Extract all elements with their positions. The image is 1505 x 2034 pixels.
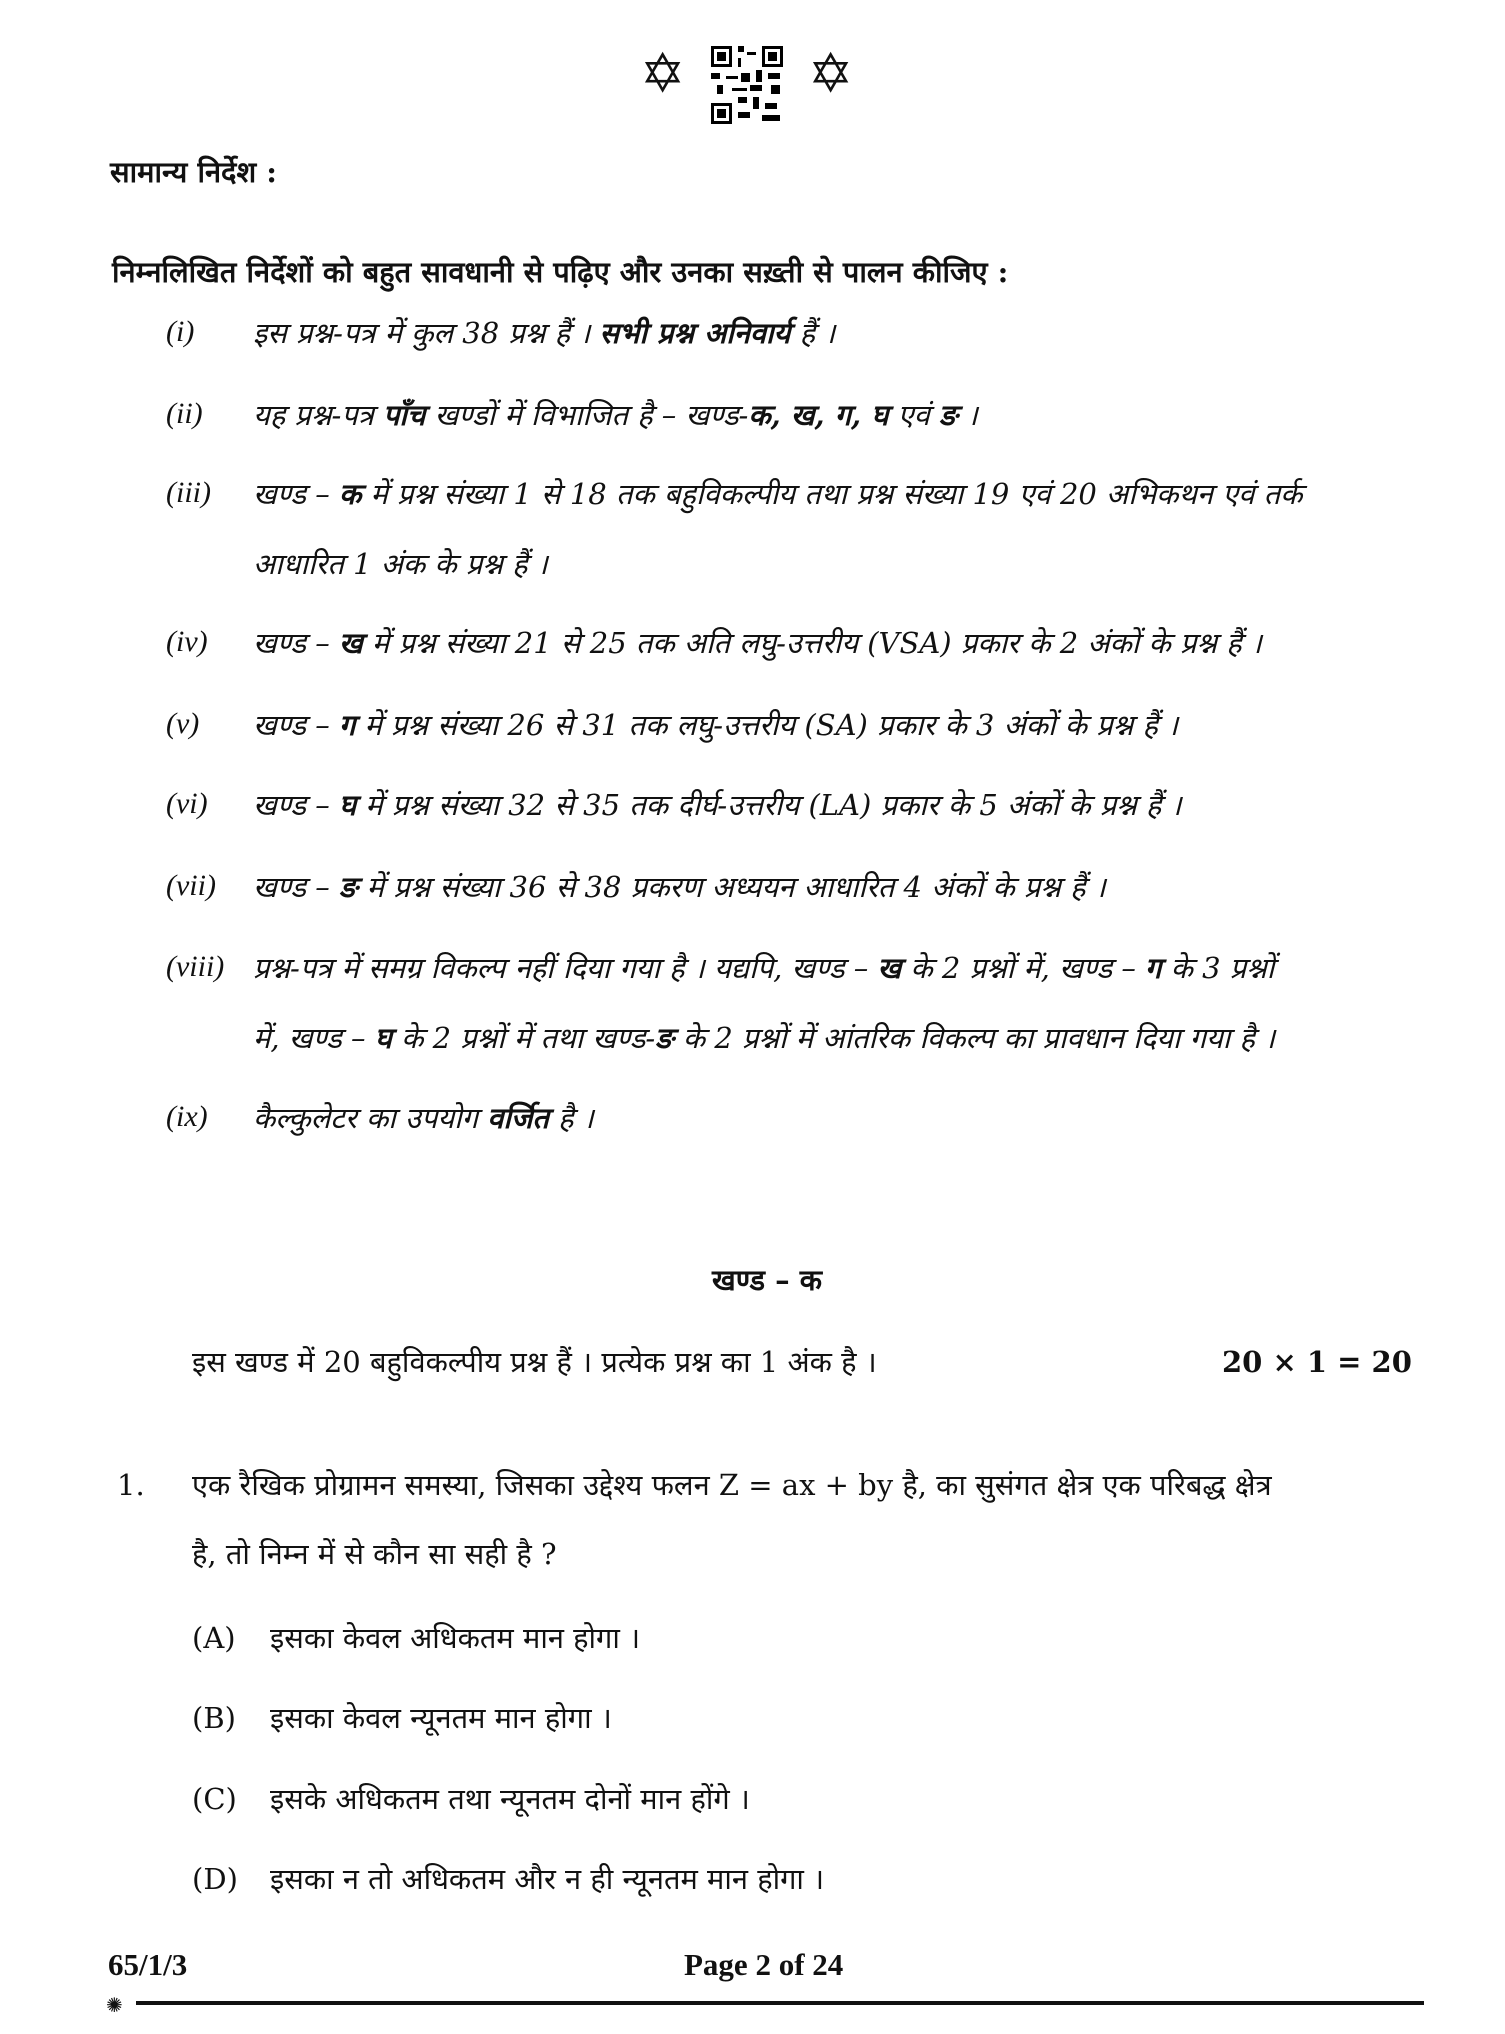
- instruction-text: है ।: [548, 1101, 594, 1135]
- option-text: इसका केवल न्यूनतम मान होगा ।: [270, 1701, 612, 1735]
- page-number: Page 2 of 24: [684, 1947, 844, 1982]
- instruction-line: [253, 395, 978, 435]
- section-title: खण्ड – क: [712, 1263, 822, 1297]
- option-a: [192, 1618, 641, 1658]
- flower-icon: ✺: [106, 1993, 123, 2017]
- question-number: 1.: [117, 1468, 145, 1502]
- instruction-text: खण्ड –: [253, 626, 339, 660]
- question-text-continued: है, तो निम्न में से कौन सा सही है ?: [192, 1537, 557, 1571]
- instruction-emphasis: क: [338, 477, 362, 511]
- instruction-emphasis: क, ख, ग, घ: [748, 398, 889, 432]
- instruction-emphasis: घ: [338, 788, 357, 822]
- option-b: [192, 1698, 612, 1738]
- instruction-line: [253, 623, 1262, 663]
- instruction-line: [253, 1018, 1275, 1058]
- instruction-emphasis: ग: [338, 708, 356, 742]
- instruction-emphasis: ङ: [338, 870, 358, 904]
- option-d: [192, 1859, 825, 1899]
- option-text: इसके अधिकतम तथा न्यूनतम दोनों मान होंगे ।: [270, 1782, 750, 1816]
- section-marks: 20 × 1 = 20: [1222, 1345, 1412, 1379]
- instruction-text: खण्ड –: [253, 870, 339, 904]
- instruction-text: यह प्रश्न-पत्र: [253, 398, 383, 432]
- instruction-text: में प्रश्न संख्या 26 से 31 तक लघु-उत्तरीय (SA) प्रकार के 3 अंकों के प्रश्न हैं ।: [355, 708, 1179, 742]
- instruction-line: [253, 474, 1302, 514]
- instruction-text: में प्रश्न संख्या 21 से 25 तक अति लघु-उत्तरीय (VSA) प्रकार के 2 अंकों के प्रश्न हैं ।: [362, 626, 1262, 660]
- instruction-text: के 3 प्रश्नों: [1161, 951, 1275, 985]
- instruction-emphasis: वर्जित: [487, 1101, 549, 1135]
- instruction-text: के 2 प्रश्नों में, खण्ड –: [901, 951, 1146, 985]
- qr-code-icon: [711, 46, 783, 124]
- instruction-text: आधारित 1 अंक के प्रश्न हैं ।: [253, 547, 548, 581]
- instruction-text: खण्ड –: [253, 708, 339, 742]
- instruction-text: में प्रश्न संख्या 36 से 38 प्रकरण अध्ययन आधारित 4 अंकों के प्रश्न हैं ।: [357, 870, 1106, 904]
- instruction-text: ।: [957, 398, 978, 432]
- section-note: इस खण्ड में 20 बहुविकल्पीय प्रश्न हैं । प्रत्येक प्रश्न का 1 अंक है ।: [192, 1345, 877, 1379]
- instruction-number: (iv): [166, 625, 208, 658]
- instruction-number: (viii): [166, 950, 225, 983]
- option-label: (B): [192, 1701, 236, 1735]
- instruction-number: (vi): [166, 787, 208, 820]
- instruction-emphasis: सभी प्रश्न अनिवार्य: [599, 316, 791, 350]
- instruction-text: कैल्कुलेटर का उपयोग: [253, 1101, 488, 1135]
- instruction-line: [253, 705, 1178, 745]
- option-c: [192, 1779, 750, 1819]
- instruction-text: खण्ड –: [253, 788, 339, 822]
- option-text: इसका न तो अधिकतम और न ही न्यूनतम मान होगा ।: [270, 1862, 825, 1896]
- instructions-intro: निम्नलिखित निर्देशों को बहुत सावधानी से पढ़िए और उनका सख़्ती से पालन कीजिए :: [112, 255, 1009, 289]
- instruction-number: (iii): [166, 476, 211, 509]
- instruction-text: के 2 प्रश्नों में आंतरिक विकल्प का प्रावधान दिया गया है ।: [673, 1021, 1276, 1055]
- instruction-line: [253, 948, 1274, 988]
- option-label: (A): [192, 1621, 236, 1655]
- star-of-david-icon: ✡: [640, 42, 686, 105]
- instruction-number: (i): [166, 315, 195, 348]
- question-text: एक रैखिक प्रोग्रामन समस्या, जिसका उद्देश्य फलन Z = ax + by है, का सुसंगत क्षेत्र एक परिबद्ध क्षेत्र: [192, 1468, 1272, 1502]
- instruction-line: [253, 1098, 594, 1138]
- instruction-number: (v): [166, 707, 200, 740]
- option-label: (C): [192, 1782, 237, 1816]
- instruction-emphasis: ङ: [655, 1021, 674, 1055]
- instruction-text: में प्रश्न संख्या 32 से 35 तक दीर्घ-उत्तरीय (LA) प्रकार के 5 अंकों के प्रश्न हैं ।: [356, 788, 1182, 822]
- instruction-number: (vii): [166, 869, 216, 902]
- instruction-text: खण्ड –: [253, 477, 339, 511]
- instruction-line: [253, 544, 548, 584]
- instruction-emphasis: घ: [374, 1021, 392, 1055]
- instruction-text: इस प्रश्न-पत्र में कुल 38 प्रश्न हैं ।: [253, 316, 600, 350]
- option-text: इसका केवल अधिकतम मान होगा ।: [270, 1621, 641, 1655]
- option-label: (D): [192, 1862, 238, 1896]
- instruction-line: [253, 313, 835, 353]
- general-instructions-title: सामान्य निर्देश :: [110, 155, 277, 189]
- star-of-david-icon: ✡: [808, 42, 854, 105]
- instruction-emphasis: ङ: [939, 398, 958, 432]
- instruction-text: के 2 प्रश्नों में तथा खण्ड-: [391, 1021, 656, 1055]
- instruction-emphasis: ख: [338, 626, 363, 660]
- instruction-text: प्रश्न-पत्र में समग्र विकल्प नहीं दिया गया है । यद्यपि, खण्ड –: [253, 951, 878, 985]
- instruction-number: (ii): [166, 397, 203, 430]
- instruction-line: [253, 785, 1182, 825]
- instruction-text: हैं ।: [790, 316, 836, 350]
- instruction-text: में, खण्ड –: [253, 1021, 375, 1055]
- instruction-number: (ix): [166, 1100, 208, 1133]
- instruction-emphasis: ग: [1145, 951, 1162, 985]
- instruction-text: एवं: [888, 398, 939, 432]
- instruction-line: [253, 867, 1106, 907]
- footer-rule: [136, 2001, 1424, 2005]
- instruction-text: खण्डों में विभाजित है – खण्ड-: [425, 398, 749, 432]
- instruction-emphasis: पाँच: [382, 398, 426, 432]
- instruction-emphasis: ख: [877, 951, 902, 985]
- paper-code: 65/1/3: [108, 1947, 188, 1982]
- instruction-text: में प्रश्न संख्या 1 से 18 तक बहुविकल्पीय तथा प्रश्न संख्या 19 एवं 20 अभिकथन एवं तर्क: [361, 477, 1303, 511]
